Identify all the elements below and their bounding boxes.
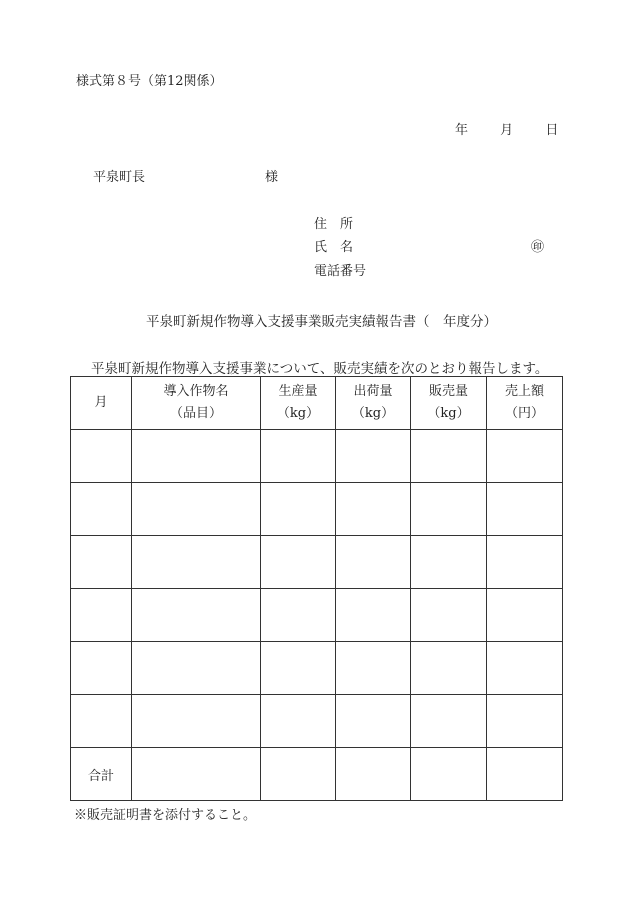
table-cell — [261, 536, 336, 589]
table-cell — [336, 695, 411, 748]
table-cell — [71, 430, 132, 483]
table-cell — [487, 483, 563, 536]
column-header-label: 出荷量 — [353, 384, 393, 399]
table-cell — [132, 695, 261, 748]
column-header — [71, 377, 132, 430]
table-cell — [71, 642, 132, 695]
table-cell — [132, 536, 261, 589]
table-cell — [411, 695, 487, 748]
column-header — [411, 377, 487, 430]
table-cell — [411, 430, 487, 483]
column-header-label: 販売量 — [428, 384, 468, 399]
table-header-row — [71, 377, 563, 430]
table-cell — [411, 483, 487, 536]
column-header-unit: （kg） — [351, 406, 395, 421]
table-cell — [261, 430, 336, 483]
column-header-label: 売上額 — [504, 384, 544, 399]
table-cell — [132, 642, 261, 695]
table-cell — [487, 589, 563, 642]
table-cell — [261, 483, 336, 536]
table-row — [71, 589, 563, 642]
sales-report-table — [70, 376, 563, 801]
column-header-label: 導入作物名 — [163, 384, 229, 399]
column-header-unit: （円） — [504, 406, 544, 421]
column-header — [132, 377, 261, 430]
table-row — [71, 483, 563, 536]
table-cell — [71, 483, 132, 536]
column-header-unit: （kg） — [276, 406, 320, 421]
table-cell — [132, 430, 261, 483]
addressee-honorific: 様 — [265, 170, 279, 185]
table-cell — [487, 642, 563, 695]
table-cell — [336, 589, 411, 642]
name-label: 氏 名 — [314, 240, 354, 255]
form-number: 様式第８号（第12関係） — [76, 74, 223, 89]
day-unit: 日 — [545, 123, 559, 138]
table-row — [71, 695, 563, 748]
phone-label: 電話番号 — [314, 264, 367, 279]
table-cell — [132, 748, 261, 801]
table-row — [71, 748, 563, 801]
table-row — [71, 430, 563, 483]
table-cell — [336, 483, 411, 536]
addressee — [93, 166, 279, 185]
column-header-unit: （kg） — [427, 406, 470, 421]
table-row — [71, 536, 563, 589]
table-cell — [336, 536, 411, 589]
table-cell — [487, 430, 563, 483]
address-label: 住 所 — [314, 217, 354, 232]
table-body — [71, 430, 563, 801]
date-line — [455, 119, 558, 138]
table-cell — [411, 536, 487, 589]
table-cell — [336, 430, 411, 483]
month-unit: 月 — [500, 123, 514, 138]
column-header — [261, 377, 336, 430]
addressee-name: 平泉町長 — [93, 170, 146, 185]
table-cell — [411, 642, 487, 695]
document-title: 平泉町新規作物導入支援事業販売実績報告書（ 年度分） — [146, 314, 497, 330]
table-cell — [261, 642, 336, 695]
column-header — [336, 377, 411, 430]
table-cell: 合計 — [71, 748, 132, 801]
table-cell — [71, 536, 132, 589]
table-cell — [132, 483, 261, 536]
attachment-note: ※販売証明書を添付すること。 — [74, 808, 257, 823]
table-cell — [411, 589, 487, 642]
table-cell — [132, 589, 261, 642]
table-cell — [336, 642, 411, 695]
table-cell — [261, 589, 336, 642]
seal-mark: ㊞ — [531, 240, 545, 255]
table-cell — [71, 695, 132, 748]
table-cell — [487, 536, 563, 589]
table-cell — [487, 695, 563, 748]
intro-text: 平泉町新規作物導入支援事業について、販売実績を次のとおり報告します。 — [91, 361, 549, 377]
table-cell — [411, 748, 487, 801]
column-header — [487, 377, 563, 430]
table-cell — [261, 695, 336, 748]
table-cell — [261, 748, 336, 801]
column-header-label: 生産量 — [278, 384, 318, 399]
table-cell — [336, 748, 411, 801]
column-header-label: 月 — [94, 395, 108, 410]
column-header-unit: （品目） — [169, 406, 222, 421]
year-unit: 年 — [455, 123, 469, 138]
table-cell — [487, 748, 563, 801]
table-row — [71, 642, 563, 695]
table-cell — [71, 589, 132, 642]
